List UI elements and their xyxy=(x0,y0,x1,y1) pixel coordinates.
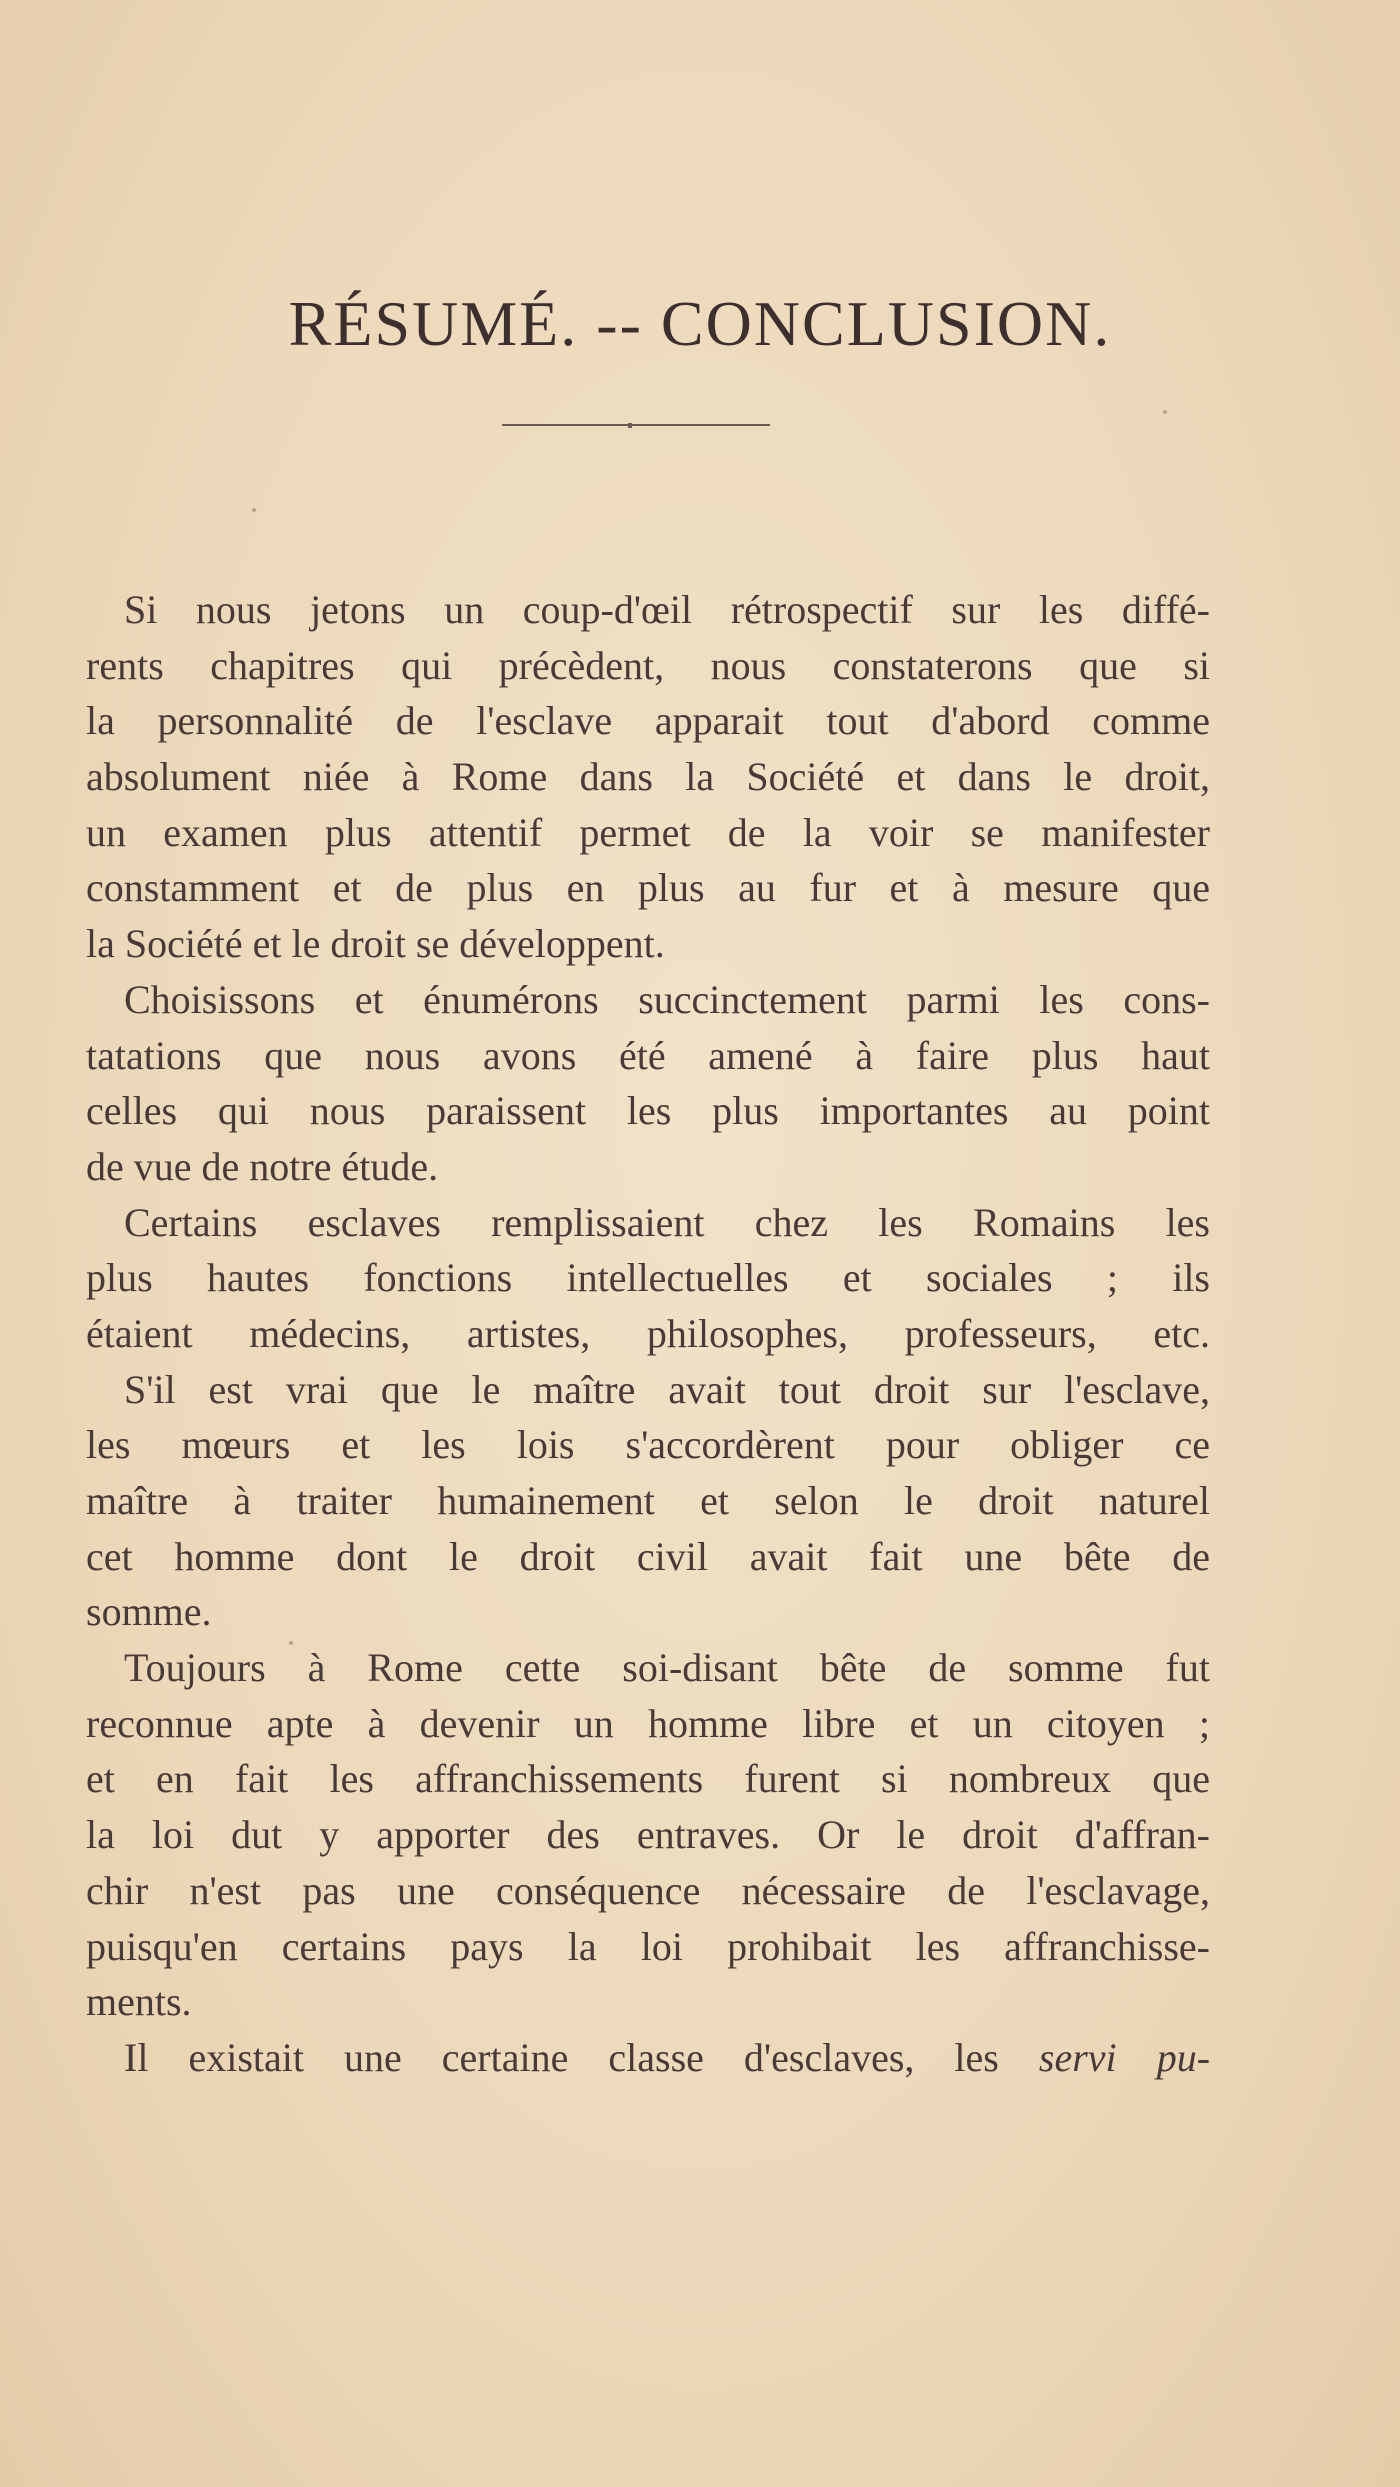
text-line: et en fait les affranchissements furent si nombreux que xyxy=(86,1756,1210,1802)
text-line: ments. xyxy=(86,1979,192,2025)
paper-speck xyxy=(1163,410,1167,414)
text-line: constamment et de plus en plus au fur et à mesure que xyxy=(86,865,1210,911)
paper-speck xyxy=(252,508,256,512)
text-line: cet homme dont le droit civil avait fait une bête de xyxy=(86,1533,1210,1579)
text-line: Si nous jetons un coup-d'œil rétrospectif sur les diffé- xyxy=(124,587,1210,632)
final-line-italic: servi pu- xyxy=(1038,2034,1211,2080)
text-line: S'il est vrai que le maître avait tout droit sur l'esclave, xyxy=(124,1366,1210,1412)
body-text xyxy=(86,582,1210,2086)
text-line: rents chapitres qui précèdent, nous constaterons que si xyxy=(86,642,1210,688)
text-line: un examen plus attentif permet de la voir se manifester xyxy=(86,809,1210,855)
text-line: plus hautes fonctions intellectuelles et sociales ; ils xyxy=(86,1255,1210,1301)
text-line: Certains esclaves remplissaient chez les Romains les xyxy=(124,1199,1210,1245)
text-line-final xyxy=(86,2030,1210,2086)
text-line: étaient médecins, artistes, philosophes, professeurs, etc. xyxy=(86,1310,1210,1356)
text-line: puisqu'en certains pays la loi prohibait les affranchisse- xyxy=(86,1923,1210,1969)
text-line: somme. xyxy=(86,1589,212,1635)
text-line: de vue de notre étude. xyxy=(86,1143,439,1189)
text-line: reconnue apte à devenir un homme libre et un citoyen ; xyxy=(86,1700,1210,1746)
text-line: la personnalité de l'esclave apparait tout d'abord comme xyxy=(86,698,1210,744)
text-line: Choisissons et énumérons succinctement parmi les cons- xyxy=(124,976,1210,1022)
title-rule xyxy=(502,424,770,426)
chapter-title: RÉSUMÉ. -- CONCLUSION. xyxy=(288,288,1112,359)
text-line: Toujours à Rome cette soi-disant bête de somme fut xyxy=(124,1645,1210,1691)
final-line-text: Il existait une certaine classe d'esclaves, les xyxy=(124,2034,1039,2080)
text-line: tatations que nous avons été amené à faire plus haut xyxy=(86,1032,1210,1078)
text-line: chir n'est pas une conséquence nécessaire de l'esclavage, xyxy=(86,1867,1210,1913)
text-line: la loi dut y apporter des entraves. Or le droit d'affran- xyxy=(86,1812,1210,1858)
text-line: la Société et le droit se développent. xyxy=(86,921,665,967)
text-line: celles qui nous paraissent les plus importantes au point xyxy=(86,1088,1210,1134)
text-line: maître à traiter humainement et selon le droit naturel xyxy=(86,1478,1210,1523)
text-line: absolument niée à Rome dans la Société et dans le droit, xyxy=(86,754,1210,800)
title-rule-ornament xyxy=(628,423,632,428)
text-line: les mœurs et les lois s'accordèrent pour obliger ce xyxy=(86,1422,1210,1468)
